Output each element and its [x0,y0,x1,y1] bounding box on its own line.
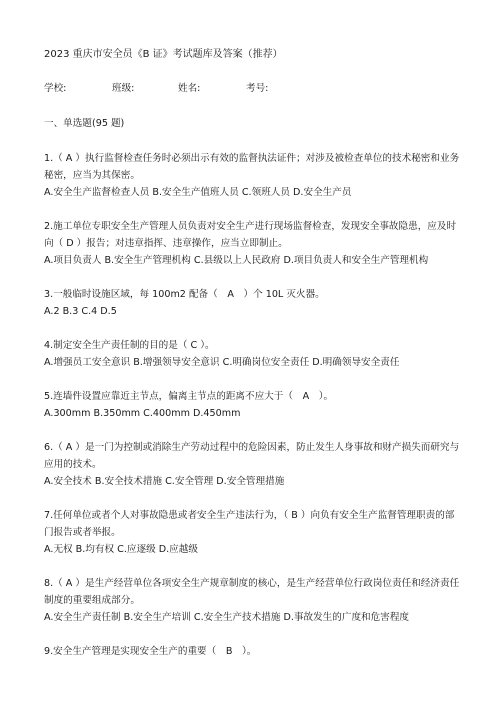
question-stem: 9.安全生产管理是实现安全生产的重要（ B ）。 [44,646,257,657]
document-title: 2023 重庆市安全员《B 证》考试题库及答案（推荐） [44,49,283,60]
question-stem: 7.任何单位或者个人对事故隐患或者安全生产违法行为，（ B ）向负有安全生产监督管理职责的部门报告或者举报。 [44,510,455,538]
question-item [44,150,460,201]
question-stem: 6.（ A ）是一门为控制或消除生产劳动过程中的危险因素，防止发生人身事故和财产损失而研究与应用的技术。 [44,442,460,470]
question-stem: 2.施工单位专职安全生产管理人员负责对安全生产进行现场监督检查，发现安全事故隐患，应及时向（ D ）报告；对违章指挥、违章操作，应当立即制止。 [44,221,457,249]
question-item [44,507,460,558]
question-item [44,286,460,320]
question-item [44,575,460,626]
question-stem: 8.（ A ）是生产经营单位各项安全生产规章制度的核心，是生产经营单位行政岗位责任和经济责任制度的重要组成部分。 [44,578,460,606]
question-options: A.增强员工安全意识 B.增强领导安全意识 C.明确岗位安全责任 D.明确领导安全责任 [44,357,400,368]
question-item [44,337,460,371]
question-options: A.项目负责人 B.安全生产管理机构 C.县级以上人民政府 D.项目负责人和安全生产管理机构 [44,255,429,266]
school-label: 学校: [44,83,67,94]
question-options: A.无权 B.均有权 C.应逐级 D.应越级 [44,544,198,555]
name-label: 姓名: [178,83,201,94]
question-item [44,439,460,490]
question-stem: 4.制定安全生产责任制的目的是（ C ）。 [44,340,215,351]
section-heading: 一、单选题(95 题) [44,118,125,129]
question-options: A.安全生产监督检查人员 B.安全生产值班人员 C.领班人员 D.安全生产员 [44,187,352,198]
question-stem: 5.连墙件设置应靠近主节点，偏离主节点的距离不应大于（ A ）。 [44,391,334,402]
question-options: A.300mm B.350mm C.400mm D.450mm [44,408,241,419]
question-stem: 1.（ A ）执行监督检查任务时必须出示有效的监督执法证件；对涉及被检查单位的技术秘密和业务秘密，应当为其保密。 [44,153,460,181]
question-options: A.安全生产责任制 B.安全生产培训 C.安全生产技术措施 D.事故发生的广度和危害程度 [44,612,410,623]
question-item [44,388,460,422]
question-stem: 3.一般临时设施区域，每 100m2 配备（ A ）个 10L 灭火器。 [44,289,325,300]
exam-info-row [44,80,460,97]
question-options: A.安全技术 B.安全技术措施 C.安全管理 D.安全管理措施 [44,476,285,487]
exam-number-label: 考号: [246,83,269,94]
class-label: 班级: [112,83,135,94]
question-options: A.2 B.3 C.4 D.5 [44,306,117,317]
question-item [44,643,460,660]
question-item [44,218,460,269]
